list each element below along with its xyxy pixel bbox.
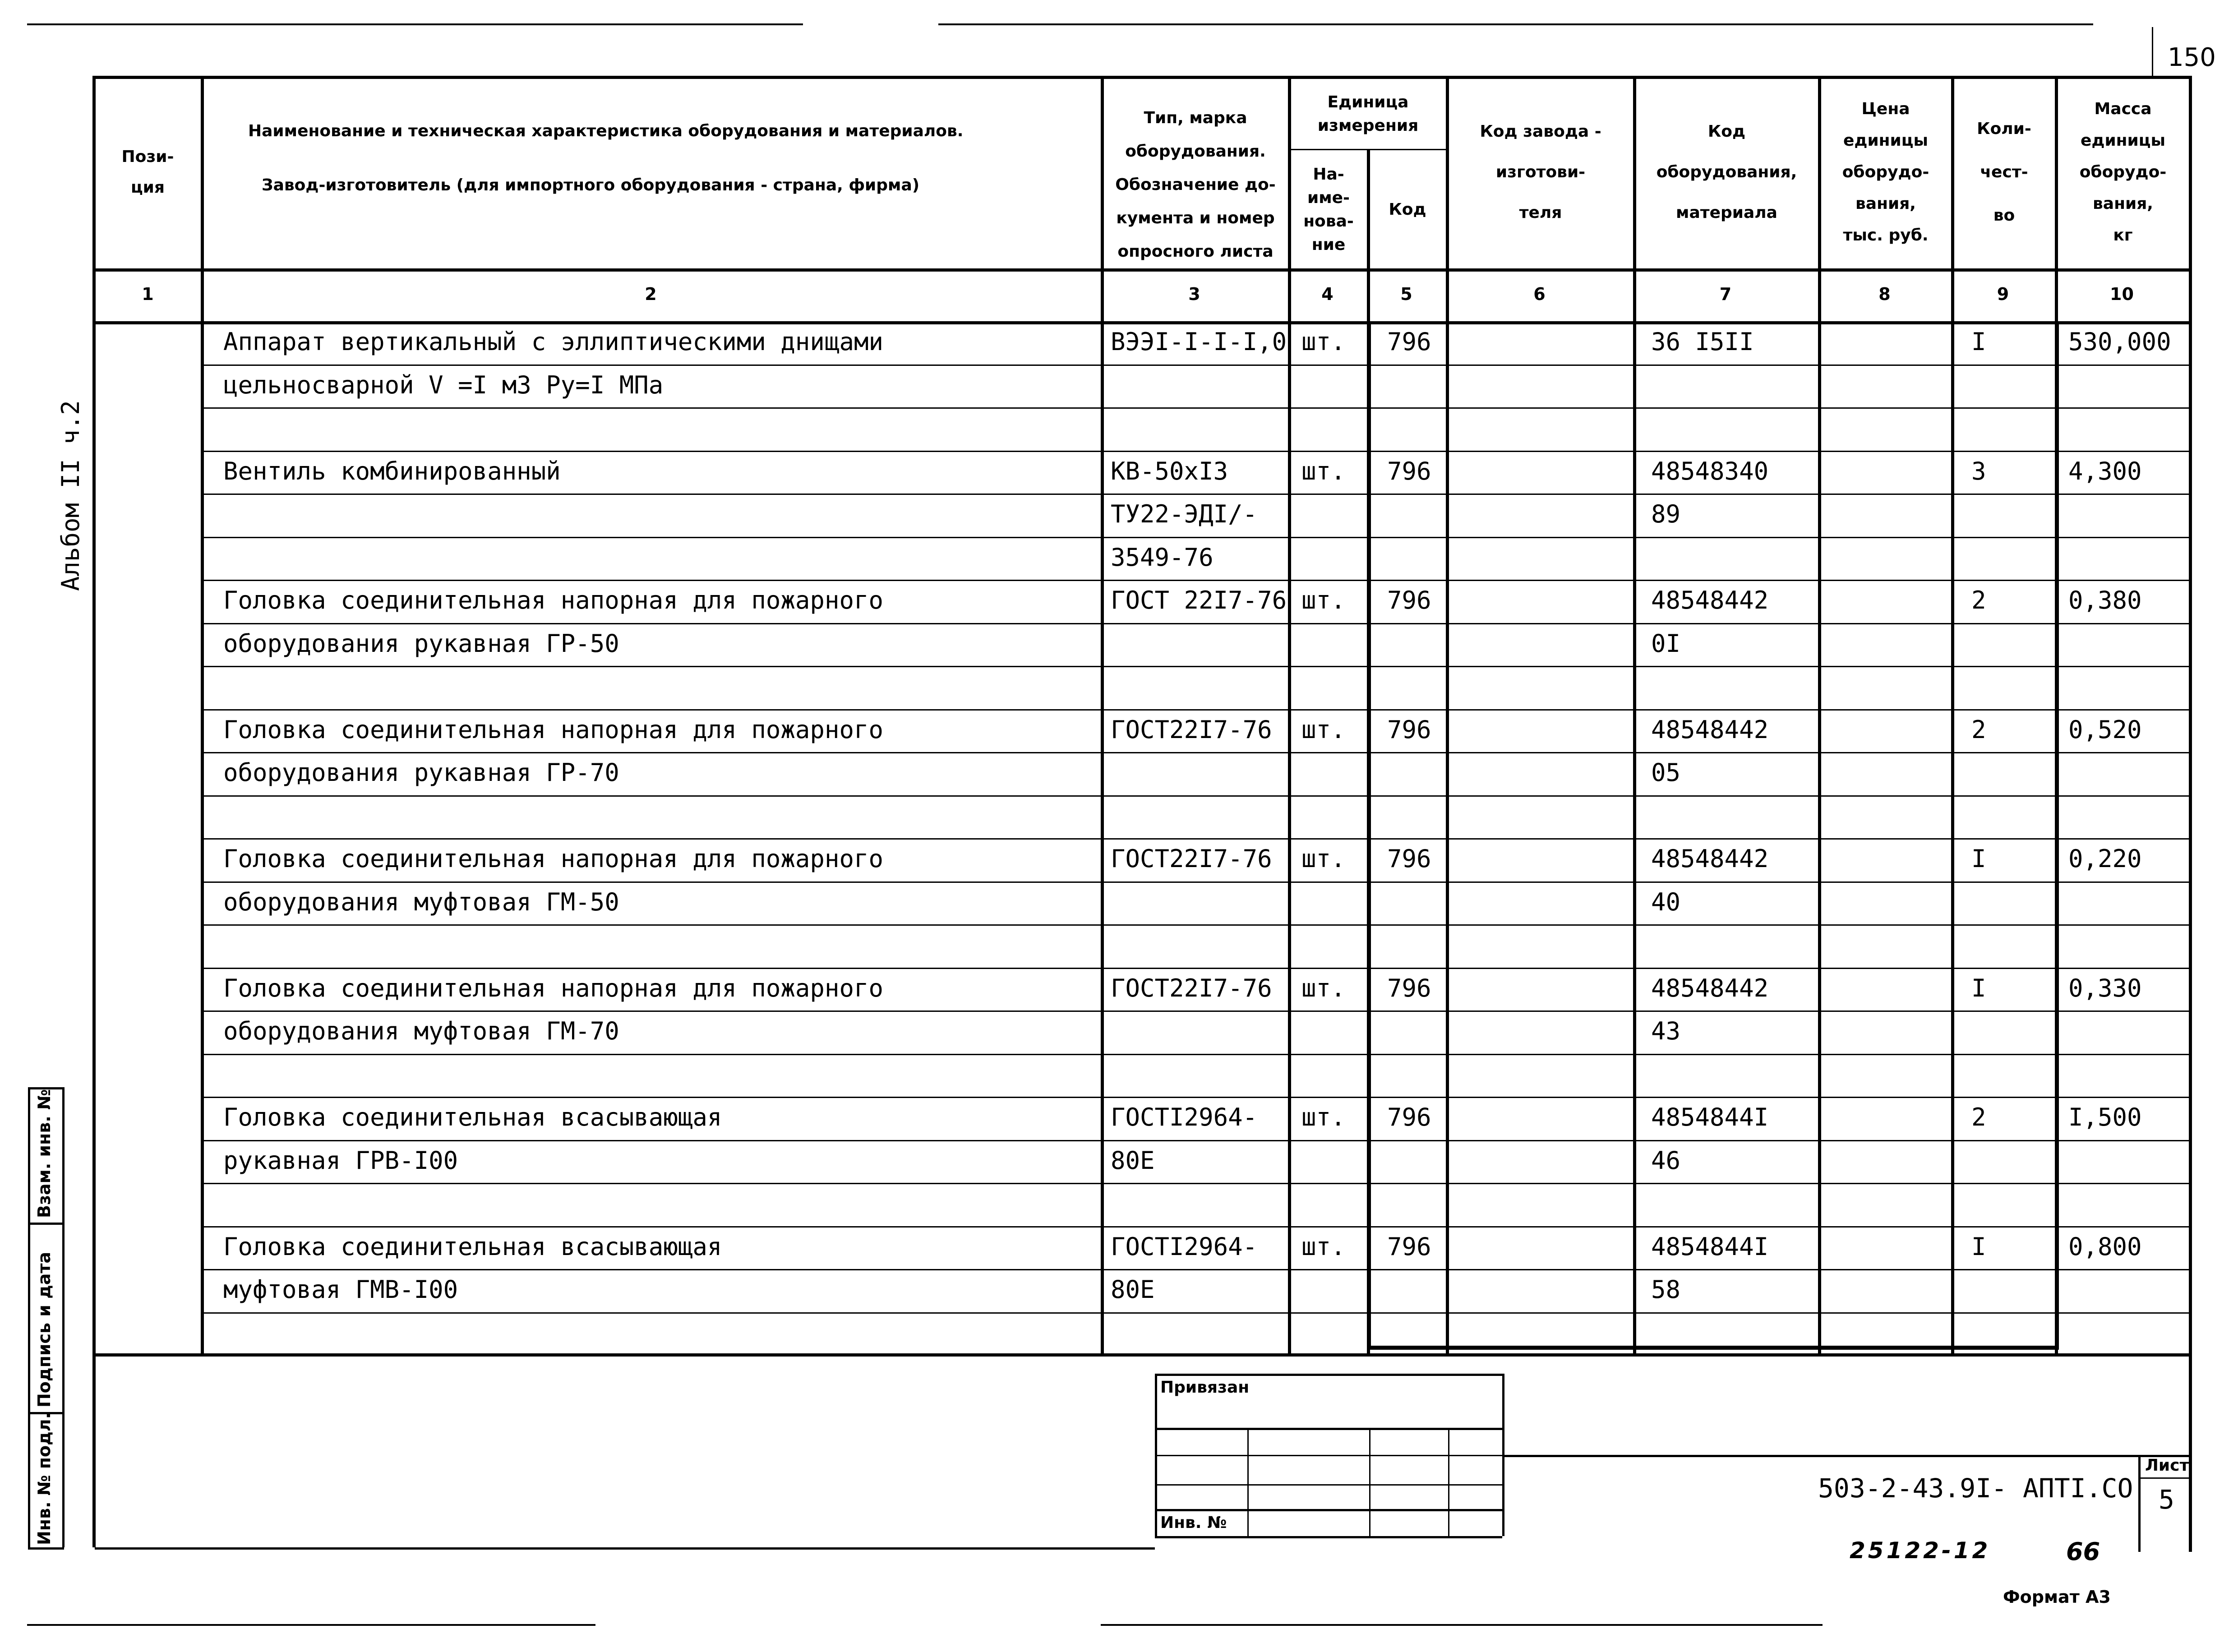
corner-sheet-number: 150	[2168, 43, 2216, 72]
cell-type: ВЭЭI-I-I-I,0	[1111, 328, 1287, 356]
cell-mass: I,500	[2068, 1103, 2142, 1131]
cell-unit: шт.	[1301, 457, 1346, 485]
sheet-number: 5	[2159, 1484, 2174, 1515]
stamp-border	[1155, 1374, 1502, 1376]
stamp-border	[1369, 1428, 1370, 1536]
row-line	[201, 1312, 2190, 1314]
stamp-border	[1155, 1536, 1502, 1538]
side-stamp-border	[28, 1547, 64, 1550]
col-number: 6	[1533, 284, 1546, 304]
cell-qty: I	[1971, 328, 1986, 356]
cell-name: Головка соединительная напорная для пожарного	[223, 715, 883, 744]
top-edge-line	[27, 23, 803, 25]
header-position: Пози- ция	[121, 148, 174, 197]
cell-equip-code: 36 I5II	[1651, 328, 1754, 356]
header-separator	[92, 268, 2190, 272]
cell-equip-code: 48548442	[1651, 715, 1769, 744]
stamp-privyazan: Привязан	[1160, 1378, 1250, 1397]
row-line	[201, 881, 2190, 883]
row-line	[201, 924, 2190, 926]
cell-qty: 3	[1971, 457, 1986, 485]
header-unit-name: На- име- нова- ние	[1303, 165, 1354, 254]
row-line	[201, 1097, 2190, 1098]
cell-type: КВ-50хI3	[1111, 457, 1228, 485]
cell-qty: I	[1971, 1232, 1986, 1261]
cell-name: Головка соединительная напорная для пожарного	[223, 586, 883, 614]
cell-equip-code: 58	[1651, 1275, 1681, 1304]
bottom-edge-line	[1101, 1624, 1823, 1626]
row-line	[201, 365, 2190, 366]
row-line	[201, 1140, 2190, 1141]
cell-name: оборудования муфтовая ГМ-70	[223, 1017, 619, 1045]
stamp-border	[2138, 1455, 2141, 1552]
cell-name: Головка соединительная всасывающая	[223, 1232, 722, 1261]
cell-name: цельносварной V =I м3 Ру=I МПа	[223, 371, 664, 399]
cell-name: оборудования рукавная ГР-50	[223, 629, 619, 658]
col-number: 3	[1188, 284, 1200, 304]
cell-type: ГОСТ22I7-76	[1111, 974, 1272, 1002]
cell-unit: шт.	[1301, 974, 1346, 1002]
cell-code: 796	[1387, 328, 1431, 356]
row-line	[201, 1226, 2190, 1227]
row-line	[201, 580, 2190, 581]
stamp-border	[1155, 1484, 1502, 1486]
album-label: Альбом II ч.2	[56, 400, 85, 591]
cell-name: Аппарат вертикальный с эллиптическими днищами	[223, 328, 883, 356]
cell-equip-code: 48548442	[1651, 974, 1769, 1002]
header-price: Цена единицы оборудо- вания, тыс. руб.	[1842, 100, 1929, 245]
col-number: 8	[1878, 284, 1891, 304]
row-line	[201, 752, 2190, 753]
row-line	[201, 1269, 2190, 1270]
cell-unit: шт.	[1301, 1103, 1346, 1131]
header-unit-code: Код	[1389, 200, 1426, 219]
cell-equip-code: 4854844I	[1651, 1103, 1769, 1131]
stamp-border	[1155, 1509, 1502, 1511]
cell-code: 796	[1387, 457, 1431, 485]
stamp-border	[1502, 1455, 2190, 1457]
cell-mass: 530,000	[2068, 328, 2171, 356]
row-line	[201, 709, 2190, 711]
stamp-border	[1155, 1455, 1502, 1456]
cell-qty: I	[1971, 844, 1986, 873]
top-edge-line	[938, 23, 2093, 25]
side-stamp-border	[28, 1087, 30, 1547]
stamp-border	[95, 1547, 1155, 1550]
format-label: Формат А3	[2003, 1587, 2111, 1607]
stamp-inv-no: Инв. №	[1160, 1514, 1227, 1532]
header-quantity: Коли- чест- во	[1977, 120, 2031, 225]
cell-qty: I	[1971, 974, 1986, 1002]
row-line	[201, 968, 2190, 969]
header-factory-code: Код завода - изготови- теля	[1480, 122, 1601, 222]
col-number: 9	[1997, 284, 2009, 304]
col-number: 7	[1719, 284, 1732, 304]
cell-type: ГОСТ 22I7-76	[1111, 586, 1287, 614]
row-line	[201, 838, 2190, 840]
header-unit-group: Единица измерения	[1317, 92, 1419, 135]
cell-equip-code: 0I	[1651, 629, 1681, 658]
cell-qty: 2	[1971, 1103, 1986, 1131]
row-line	[201, 494, 2190, 495]
col-number: 2	[645, 284, 657, 304]
col-separator	[1633, 76, 1636, 1353]
cell-type: 80Е	[1111, 1275, 1155, 1304]
row-line	[201, 407, 2190, 409]
cell-code: 796	[1387, 844, 1431, 873]
row-line	[201, 451, 2190, 452]
stamp-border	[1247, 1428, 1249, 1536]
stamp-border	[1448, 1428, 1449, 1536]
row-line	[201, 1011, 2190, 1012]
cell-equip-code: 4854844I	[1651, 1232, 1769, 1261]
col-separator	[201, 76, 204, 1353]
corner-box-border	[2152, 27, 2153, 78]
header-equipment-code: Код оборудования, материала	[1656, 122, 1797, 222]
cell-equip-code: 48548442	[1651, 586, 1769, 614]
cell-mass: 4,300	[2068, 457, 2142, 485]
data-frame	[1367, 321, 1371, 1347]
header-name-line2: Завод-изготовитель (для импортного оборудования - страна, фирма)	[262, 176, 920, 194]
cell-equip-code: 48548340	[1651, 457, 1769, 485]
cell-mass: 0,800	[2068, 1232, 2142, 1261]
row-line	[201, 795, 2190, 797]
cell-equip-code: 40	[1651, 888, 1681, 916]
row-line	[201, 1183, 2190, 1184]
bottom-edge-line	[27, 1624, 595, 1626]
cell-type: ТУ22-ЭДI/-	[1111, 500, 1258, 528]
col-number: 10	[2110, 284, 2134, 304]
cell-name: муфтовая ГМВ-I00	[223, 1275, 458, 1304]
cell-code: 796	[1387, 715, 1431, 744]
stamp-border	[2138, 1477, 2190, 1479]
document-code: 503-2-43.9I- АПТI.СО	[1818, 1473, 2133, 1504]
sheet-label: Лист	[2145, 1456, 2189, 1475]
side-stamp-border	[28, 1223, 64, 1225]
row-line	[201, 1054, 2190, 1055]
cell-mass: 0,380	[2068, 586, 2142, 614]
cell-type: ГОСТI2964-	[1111, 1232, 1258, 1261]
cell-unit: шт.	[1301, 586, 1346, 614]
cell-name: оборудования рукавная ГР-70	[223, 758, 619, 787]
cell-name: оборудования муфтовая ГМ-50	[223, 888, 619, 916]
archive-number: 25122-12	[1850, 1537, 1991, 1564]
header-separator	[92, 321, 2190, 324]
cell-code: 796	[1387, 1232, 1431, 1261]
cell-unit: шт.	[1301, 1232, 1346, 1261]
row-line	[201, 623, 2190, 624]
stamp-border	[1155, 1374, 1157, 1536]
col-separator	[1951, 76, 1954, 1353]
cell-code: 796	[1387, 586, 1431, 614]
cell-unit: шт.	[1301, 844, 1346, 873]
stamp-label-vzam: Взам. инв. №	[34, 1089, 54, 1218]
cell-code: 796	[1387, 1103, 1431, 1131]
table-bottom-line	[92, 1353, 2190, 1357]
stamp-label-inv: Инв. № подл.	[34, 1412, 54, 1545]
cell-type: ГОСТI2964-	[1111, 1103, 1258, 1131]
cell-unit: шт.	[1301, 328, 1346, 356]
row-line	[201, 537, 2190, 538]
unit-subheader-line	[1288, 149, 1446, 150]
side-stamp-border	[62, 1087, 65, 1547]
table-border	[2189, 76, 2192, 1552]
data-frame	[2055, 321, 2059, 1347]
cell-mass: 0,220	[2068, 844, 2142, 873]
cell-name: Вентиль комбинированный	[223, 457, 561, 485]
cell-type: 3549-76	[1111, 543, 1214, 572]
stamp-border	[1155, 1428, 1502, 1430]
cell-name: рукавная ГРВ-I00	[223, 1146, 458, 1175]
cell-mass: 0,520	[2068, 715, 2142, 744]
header-mass: Масса единицы оборудо- вания, кг	[2079, 100, 2167, 245]
stamp-label-signature: Подпись и дата	[34, 1251, 54, 1407]
cell-name: Головка соединительная напорная для пожарного	[223, 974, 883, 1002]
col-number: 4	[1321, 284, 1334, 304]
cell-type: ГОСТ22I7-76	[1111, 715, 1272, 744]
cell-equip-code: 43	[1651, 1017, 1681, 1045]
cell-qty: 2	[1971, 586, 1986, 614]
header-type: Тип, марка оборудования. Обозначение до- кумента и номер опросного листа	[1115, 109, 1276, 261]
cell-name: Головка соединительная напорная для пожарного	[223, 844, 883, 873]
cell-code: 796	[1387, 974, 1431, 1002]
page-number: 66	[2066, 1537, 2100, 1566]
col-number: 5	[1400, 284, 1412, 304]
cell-mass: 0,330	[2068, 974, 2142, 1002]
cell-unit: шт.	[1301, 715, 1346, 744]
data-frame	[1367, 1346, 2059, 1350]
cell-name: Головка соединительная всасывающая	[223, 1103, 722, 1131]
col-separator	[1446, 76, 1449, 1353]
col-separator	[1818, 76, 1821, 1353]
cell-equip-code: 05	[1651, 758, 1681, 787]
row-line	[201, 666, 2190, 667]
cell-type: ГОСТ22I7-76	[1111, 844, 1272, 873]
cell-equip-code: 48548442	[1651, 844, 1769, 873]
header-name-line1: Наименование и техническая характеристика оборудования и материалов.	[248, 122, 964, 140]
cell-type: 80Е	[1111, 1146, 1155, 1175]
cell-equip-code: 46	[1651, 1146, 1681, 1175]
cell-qty: 2	[1971, 715, 1986, 744]
cell-equip-code: 89	[1651, 500, 1681, 528]
col-number: 1	[142, 284, 154, 304]
